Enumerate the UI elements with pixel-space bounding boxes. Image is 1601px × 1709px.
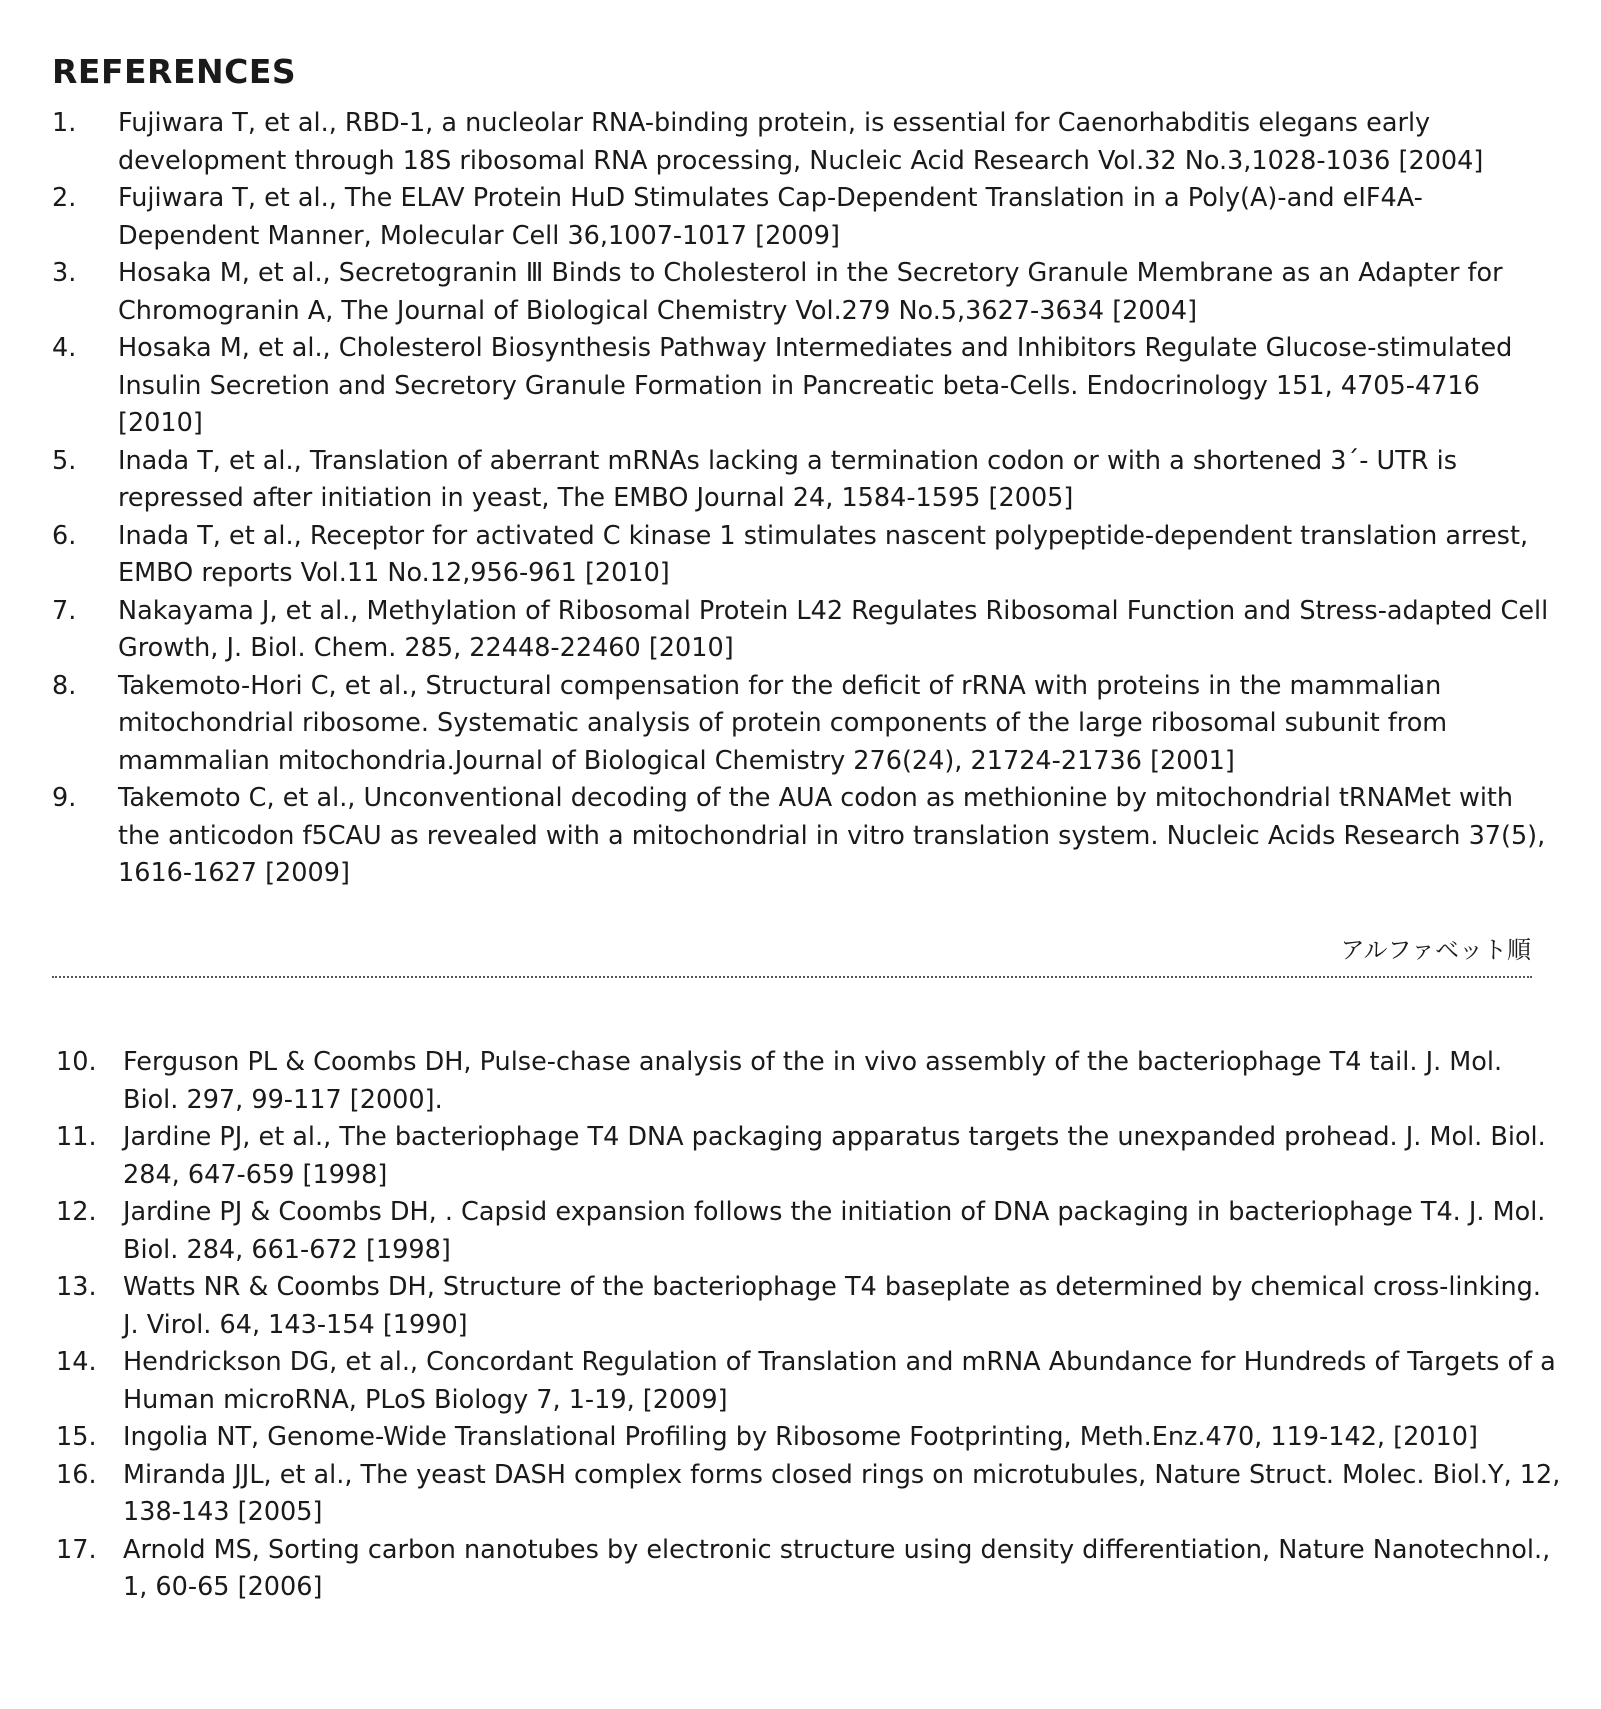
alphabetical-order-note: アルファベット順: [1340, 936, 1531, 964]
references-heading: REFERENCES: [52, 52, 297, 91]
reference-number: 12.: [56, 1197, 97, 1227]
reference-number: 7.: [52, 595, 77, 626]
reference-text: Watts NR & Coombs DH, Structure of the bacteriophage T4 baseplate as determined by chemical cross-linking. J. Virol. 64, 143-154 [1990]: [123, 1272, 1541, 1340]
reference-item-8: [52, 668, 1562, 781]
reference-item-7: [52, 593, 1562, 668]
reference-item-17: [52, 1532, 1562, 1607]
reference-number: 3.: [52, 258, 77, 288]
reference-item-5: [52, 443, 1562, 518]
reference-text: Jardine PJ & Coombs DH, . Capsid expansion follows the initiation of DNA packaging in bacteriophage T4. J. Mol. Biol. 284, 661-672 [1998]: [123, 1197, 1546, 1265]
section-divider: [52, 976, 1532, 978]
reference-item-9: [52, 780, 1562, 893]
reference-item-15: [52, 1419, 1562, 1457]
reference-item-13: [52, 1269, 1562, 1344]
reference-item-4: [52, 330, 1562, 443]
reference-number: 13.: [56, 1272, 97, 1302]
reference-text: Hosaka M, et al., Secretogranin Ⅲ Binds to Cholesterol in the Secretory Granule Membrane as an Adapter for Chromogranin A, The Journal of Biological Chemistry Vol.279 No.5,3627-3634 [2004]: [118, 258, 1503, 326]
reference-item-3: [52, 255, 1562, 330]
reference-number: 9.: [52, 783, 77, 813]
reference-item-16: [52, 1457, 1562, 1532]
reference-text: Ferguson PL & Coombs DH, Pulse-chase analysis of the in vivo assembly of the bacteriophage T4 tail. J. Mol. Biol. 297, 99-117 [2000].: [123, 1047, 1503, 1115]
reference-text: Takemoto C, et al., Unconventional decoding of the AUA codon as methionine by mitochondrial tRNAMet with the anticodon f5CAU as revealed with a mitochondrial in vitro translation system. Nucleic Acids Research 37(5), 1616-1627 [2009]: [118, 783, 1546, 888]
reference-item-14: [52, 1344, 1562, 1419]
reference-text: Fujiwara T, et al., The ELAV Protein HuD Stimulates Cap-Dependent Translation in a Poly(A)-and eIF4A-Dependent Manner, Molecular Cell 36,1007-1017 [2009]: [118, 183, 1423, 251]
reference-item-11: [52, 1119, 1562, 1194]
reference-number: 16.: [56, 1459, 97, 1490]
reference-text: Jardine PJ, et al., The bacteriophage T4 DNA packaging apparatus targets the unexpanded prohead. J. Mol. Biol. 284, 647-659 [1998]: [123, 1122, 1546, 1190]
reference-number: 15.: [56, 1422, 97, 1452]
reference-item-12: [52, 1194, 1562, 1269]
reference-item-2: [52, 180, 1562, 255]
reference-item-1: [52, 105, 1562, 180]
reference-text: Nakayama J, et al., Methylation of Ribosomal Protein L42 Regulates Ribosomal Function and Stress-adapted Cell Growth, J. Biol. Chem. 285, 22448-22460 [2010]: [118, 595, 1549, 663]
reference-text: Hendrickson DG, et al., Concordant Regulation of Translation and mRNA Abundance for Hundreds of Targets of a Human microRNA, PLoS Biology 7, 1-19, [2009]: [123, 1347, 1556, 1415]
reference-number: 5.: [52, 445, 77, 476]
reference-list-primary: [52, 105, 1562, 893]
reference-number: 2.: [52, 183, 77, 213]
reference-number: 14.: [56, 1347, 97, 1377]
reference-list-secondary: [52, 1044, 1562, 1607]
reference-text: Ingolia NT, Genome-Wide Translational Profiling by Ribosome Footprinting, Meth.Enz.470, 119-142, [2010]: [123, 1422, 1478, 1452]
reference-text: Hosaka M, et al., Cholesterol Biosynthesis Pathway Intermediates and Inhibitors Regulate Glucose-stimulated Insulin Secretion and Secretory Granule Formation in Pancreatic beta-Cells. Endocrinology 151, 4705-4716 [2010]: [118, 333, 1513, 438]
reference-text: Fujiwara T, et al., RBD-1, a nucleolar RNA-binding protein, is essential for Caenorhabditis elegans early development through 18S ribosomal RNA processing, Nucleic Acid Research Vol.32 No.3,1028-1036 [2004]: [118, 108, 1484, 176]
reference-text: Takemoto-Hori C, et al., Structural compensation for the deficit of rRNA with proteins in the mammalian mitochondrial ribosome. Systematic analysis of protein components of the large ribosomal subunit from mammalian mitochondria.Journal of Biological Chemistry 276(24), 21724-21736 [2001]: [118, 670, 1448, 776]
reference-number: 10.: [56, 1047, 97, 1077]
reference-number: 6.: [52, 520, 77, 551]
reference-number: 8.: [52, 670, 77, 701]
reference-text: Miranda JJL, et al., The yeast DASH complex forms closed rings on microtubules, Nature Struct. Molec. Biol.Y, 12, 138-143 [2005]: [123, 1459, 1561, 1527]
reference-item-10: [52, 1044, 1562, 1119]
reference-number: 1.: [52, 108, 77, 138]
reference-number: 11.: [56, 1122, 97, 1152]
reference-text: Inada T, et al., Translation of aberrant mRNAs lacking a termination codon or with a shortened 3´- UTR is repressed after initiation in yeast, The EMBO Journal 24, 1584-1595 [2005]: [118, 445, 1457, 513]
reference-number: 4.: [52, 333, 77, 363]
reference-text: Inada T, et al., Receptor for activated C kinase 1 stimulates nascent polypeptide-dependent translation arrest, EMBO reports Vol.11 No.12,956-961 [2010]: [118, 520, 1529, 588]
reference-text: Arnold MS, Sorting carbon nanotubes by electronic structure using density differentiation, Nature Nanotechnol., 1, 60-65 [2006]: [123, 1534, 1551, 1602]
reference-number: 17.: [56, 1534, 97, 1565]
reference-item-6: [52, 518, 1562, 593]
